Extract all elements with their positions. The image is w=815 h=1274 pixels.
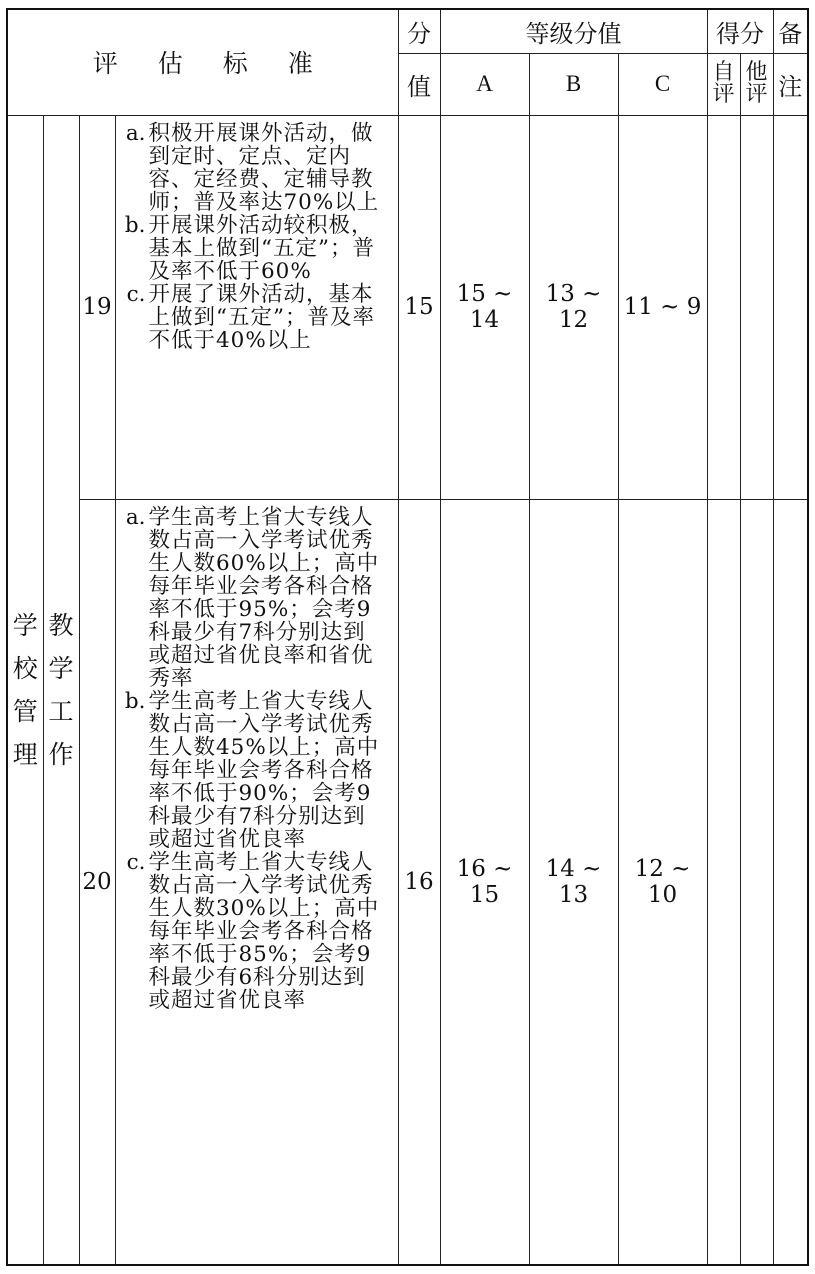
- criteria-text: 开展课外活动较积极，基本上做到“五定”；普及率不低于60%: [148, 212, 375, 284]
- standard-char: 准: [287, 49, 313, 79]
- grade-b-value: 13 ~ 12: [529, 115, 618, 499]
- criteria-cell: [115, 115, 398, 499]
- criteria-text: 积极开展课外活动，做到定时、定点、定内容、定经费、定辅导教师；普及率达70%以上: [148, 120, 380, 215]
- grade-a-header: A: [440, 53, 529, 115]
- criteria-label: b.: [124, 212, 146, 238]
- category-char: 教: [48, 610, 74, 640]
- criteria-text: 学生高考上省大专线人数占高一入学考试优秀生人数45%以上；高中每年毕业会考各科合格率不低于90%；会考9科最少有7科分别达到或超过省优良率: [148, 688, 380, 852]
- category-school-management: [7, 115, 43, 1265]
- criteria-label: a.: [125, 120, 146, 146]
- score-value: 15: [398, 115, 440, 499]
- category-char: 工: [48, 696, 74, 726]
- criteria-item: [120, 851, 388, 1012]
- criteria-text: 开展了课外活动，基本上做到“五定”；普及率不低于40%以上: [148, 281, 375, 353]
- category-teaching-work: [43, 115, 79, 1265]
- criteria-text: 学生高考上省大专线人数占高一入学考试优秀生人数60%以上；高中每年毕业会考各科合格率不低于95%；会考9科最少有7科分别达到或超过省优良率和省优秀率: [148, 504, 380, 691]
- category-char: 理: [12, 739, 38, 769]
- criteria-item: [120, 506, 388, 690]
- grade-c-value: 11 ~ 9: [618, 115, 707, 499]
- self-eval-cell: [707, 499, 740, 1265]
- grade-a-value: 16 ~ 15: [440, 499, 529, 1265]
- grade-b-header: B: [529, 53, 618, 115]
- grade-c-value: 12 ~ 10: [618, 499, 707, 1265]
- criteria-label: c.: [126, 849, 146, 875]
- grade-c-header: C: [618, 53, 707, 115]
- other-eval-cell: [740, 115, 773, 499]
- remarks-header-top: 备: [773, 9, 808, 53]
- grade-values-header: 等级分值: [440, 9, 707, 53]
- obtained-score-header: 得分: [707, 9, 773, 53]
- criteria-item: [120, 214, 388, 283]
- score-value: 16: [398, 499, 440, 1265]
- criteria-text: 学生高考上省大专线人数占高一入学考试优秀生人数30%以上；高中每年毕业会考各科合格率不低于85%；会考9科最少有6科分别达到或超过省优良率: [148, 849, 380, 1013]
- score-header-top: 分: [398, 9, 440, 53]
- self-eval-cell: [707, 115, 740, 499]
- category-char: 学: [48, 653, 74, 683]
- table-row: [7, 115, 808, 499]
- evaluation-table: [6, 8, 809, 1266]
- self-eval-header: 自评: [707, 53, 740, 115]
- other-eval-header: 他评: [740, 53, 773, 115]
- criteria-item: [120, 690, 388, 851]
- criteria-item: [120, 122, 388, 214]
- standard-char: 标: [222, 49, 248, 79]
- criteria-label: b.: [124, 688, 146, 714]
- criteria-item: [120, 283, 388, 352]
- category-char: 学: [12, 610, 38, 640]
- category-char: 校: [12, 653, 38, 683]
- category-char: 作: [48, 739, 74, 769]
- remarks-header-bottom: 注: [773, 53, 808, 115]
- grade-a-value: 15 ~ 14: [440, 115, 529, 499]
- score-header-bottom: 值: [398, 53, 440, 115]
- remarks-cell: [773, 499, 808, 1265]
- other-eval-cell: [740, 499, 773, 1265]
- criteria-cell: [115, 499, 398, 1265]
- standard-char: 估: [157, 49, 183, 79]
- criteria-label: a.: [125, 504, 146, 530]
- grade-b-value: 14 ~ 13: [529, 499, 618, 1265]
- item-number: 20: [79, 499, 115, 1265]
- standard-header: [7, 9, 398, 115]
- standard-char: 评: [92, 49, 118, 79]
- table-row: [7, 499, 808, 1265]
- item-number: 19: [79, 115, 115, 499]
- criteria-label: c.: [126, 281, 146, 307]
- category-char: 管: [12, 696, 38, 726]
- remarks-cell: [773, 115, 808, 499]
- header-row-1: [7, 9, 808, 53]
